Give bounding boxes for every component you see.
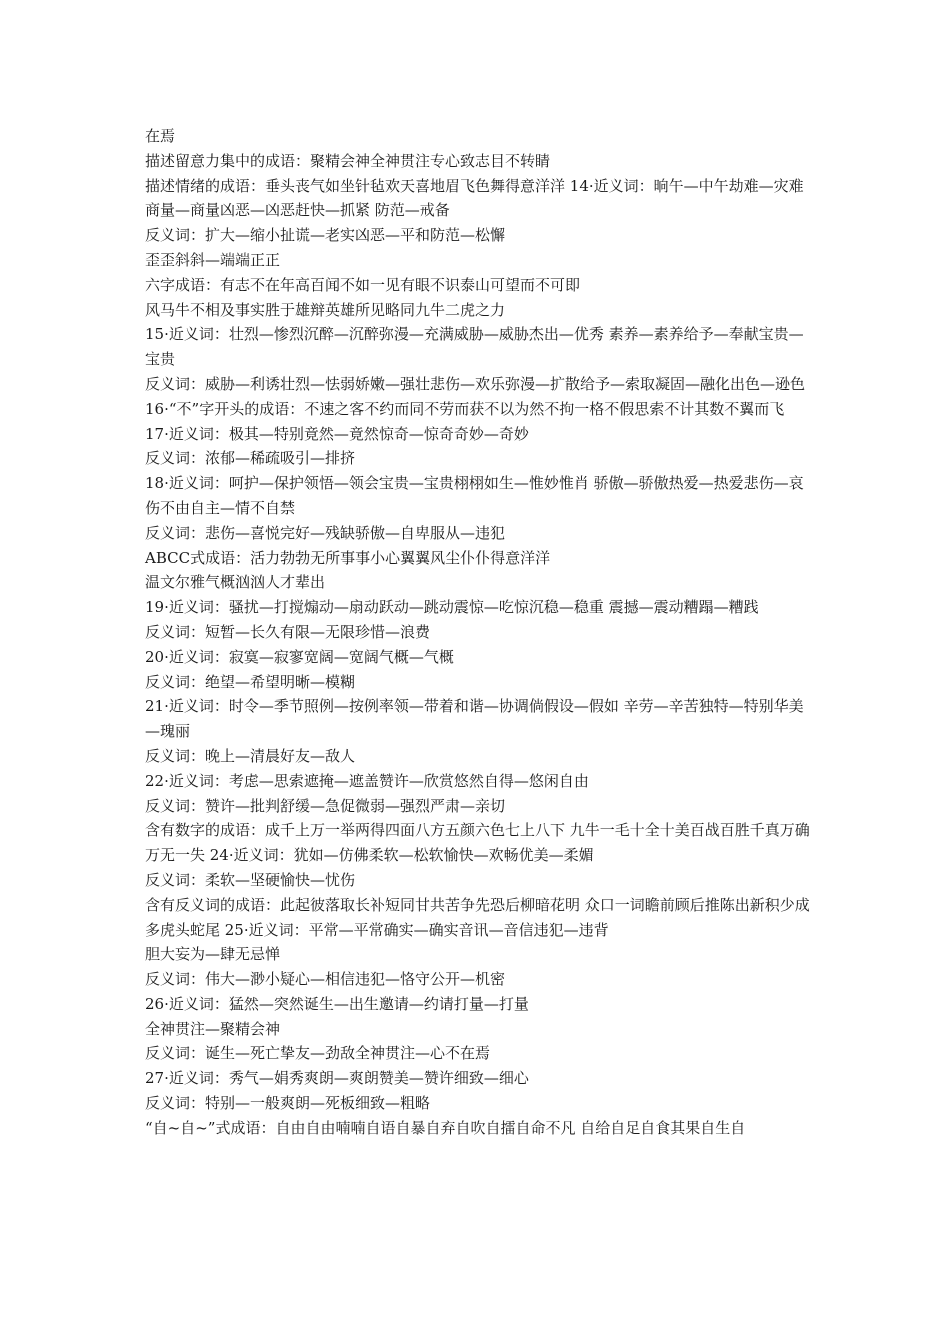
- document-body: [145, 124, 810, 1141]
- paragraph: 描述留意力集中的成语：聚精会神全神贯注专心致志目不转睛: [145, 151, 551, 170]
- paragraph: 19·近义词：骚扰—打搅煽动—扇动跃动—跳动震惊—吃惊沉稳—稳重 震撼—震动糟蹋—糟践: [145, 598, 759, 617]
- paragraph: 反义词：赞许—批判舒缓—急促微弱—强烈严肃—亲切: [145, 796, 506, 815]
- paragraph: 全神贯注—聚精会神: [145, 1019, 281, 1038]
- paragraph: 20·近义词：寂寞—寂寥宽阔—宽阔气概—气概: [145, 647, 454, 666]
- paragraph: 反义词：特别—一般爽朗—死板细致—粗略: [145, 1094, 431, 1113]
- paragraph: “自~自~”式成语：自由自由喃喃自语自暴自弃自吹自擂自命不凡 自给自足自食其果自生自: [145, 1118, 746, 1137]
- paragraph: 反义词：晚上—清晨好友—敌人: [145, 746, 356, 765]
- paragraph: 风马牛不相及事实胜于雄辩英雄所见略同九牛二虎之力: [145, 300, 506, 319]
- paragraph: 在焉: [145, 127, 176, 145]
- paragraph: 16·“不”字开头的成语：不速之客不约而同不劳而获不以为然不拘一格不假思索不计其数不翼而飞: [145, 399, 785, 418]
- paragraph: 21·近义词：时令—季节照例—按例率领—带着和谐—协调倘假设—假如 辛劳—辛苦独特—特别华美—瑰丽: [145, 697, 804, 741]
- paragraph: 26·近义词：猛然—突然诞生—出生邀请—约请打量—打量: [145, 994, 529, 1013]
- paragraph: 歪歪斜斜—端端正正: [145, 250, 281, 269]
- paragraph: 反义词：绝望—希望明晰—模糊: [145, 672, 356, 691]
- paragraph: 含有数字的成语：成千上万一举两得四面八方五颜六色七上八下 九牛一毛十全十美百战百胜千真万确万无一失 24·近义词：犹如—仿佛柔软—松软愉快—欢畅优美—柔媚: [145, 821, 810, 865]
- paragraph: 反义词：诞生—死亡挚友—劲敌全神贯注—心不在焉: [145, 1044, 491, 1063]
- paragraph: ABCC式成语：活力勃勃无所事事小心翼翼风尘仆仆得意洋洋: [145, 548, 551, 567]
- paragraph: 反义词：浓郁—稀疏吸引—排挤: [145, 449, 356, 468]
- paragraph: 胆大妄为—肆无忌惮: [145, 945, 281, 964]
- paragraph: 27·近义词：秀气—娟秀爽朗—爽朗赞美—赞许细致—细心: [145, 1069, 529, 1088]
- paragraph: 温文尔雅气概汹汹人才辈出: [145, 573, 326, 592]
- paragraph: 六字成语：有志不在年高百闻不如一见有眼不识泰山可望而不可即: [145, 275, 581, 294]
- paragraph: 描述情绪的成语：垂头丧气如坐针毡欢天喜地眉飞色舞得意洋洋 14·近义词：晌午—中午劫难—灾难商量—商量凶恶—凶恶赶快—抓紧 防范—戒备: [145, 176, 804, 220]
- paragraph: 18·近义词：呵护—保护领悟—领会宝贵—宝贵栩栩如生—惟妙惟肖 骄傲—骄傲热爱—热爱悲伤—哀伤不由自主—情不自禁: [145, 474, 804, 517]
- paragraph: 17·近义词：极其—特别竟然—竟然惊奇—惊奇奇妙—奇妙: [145, 424, 529, 443]
- paragraph: 反义词：威胁—利诱壮烈—怯弱娇嫩—强壮悲伤—欢乐弥漫—扩散给予—索取凝固—融化出色—逊色: [145, 374, 806, 393]
- paragraph: 反义词：短暂—长久有限—无限珍惜—浪费: [145, 622, 431, 641]
- paragraph: 反义词：悲伤—喜悦完好—残缺骄傲—自卑服从—违犯: [145, 523, 506, 542]
- paragraph: 反义词：扩大—缩小扯谎—老实凶恶—平和防范—松懈: [145, 226, 506, 245]
- paragraph: 含有反义词的成语：此起彼落取长补短同甘共苦争先恐后柳暗花明 众口一词瞻前顾后推陈出新积少成多虎头蛇尾 25·近义词：平常—平常确实—确实音讯—音信违犯—违背: [145, 895, 810, 939]
- paragraph: 反义词：柔软—坚硬愉快—忧伤: [145, 870, 356, 889]
- paragraph: 22·近义词：考虑—思索遮掩—遮盖赞许—欣赏悠然自得—悠闲自由: [145, 771, 589, 790]
- paragraph: 反义词：伟大—渺小疑心—相信违犯—恪守公开—机密: [145, 970, 506, 989]
- paragraph: 15·近义词：壮烈—惨烈沉醉—沉醉弥漫—充满威胁—威胁杰出—优秀 素养—素养给予—奉献宝贵—宝贵: [145, 325, 804, 369]
